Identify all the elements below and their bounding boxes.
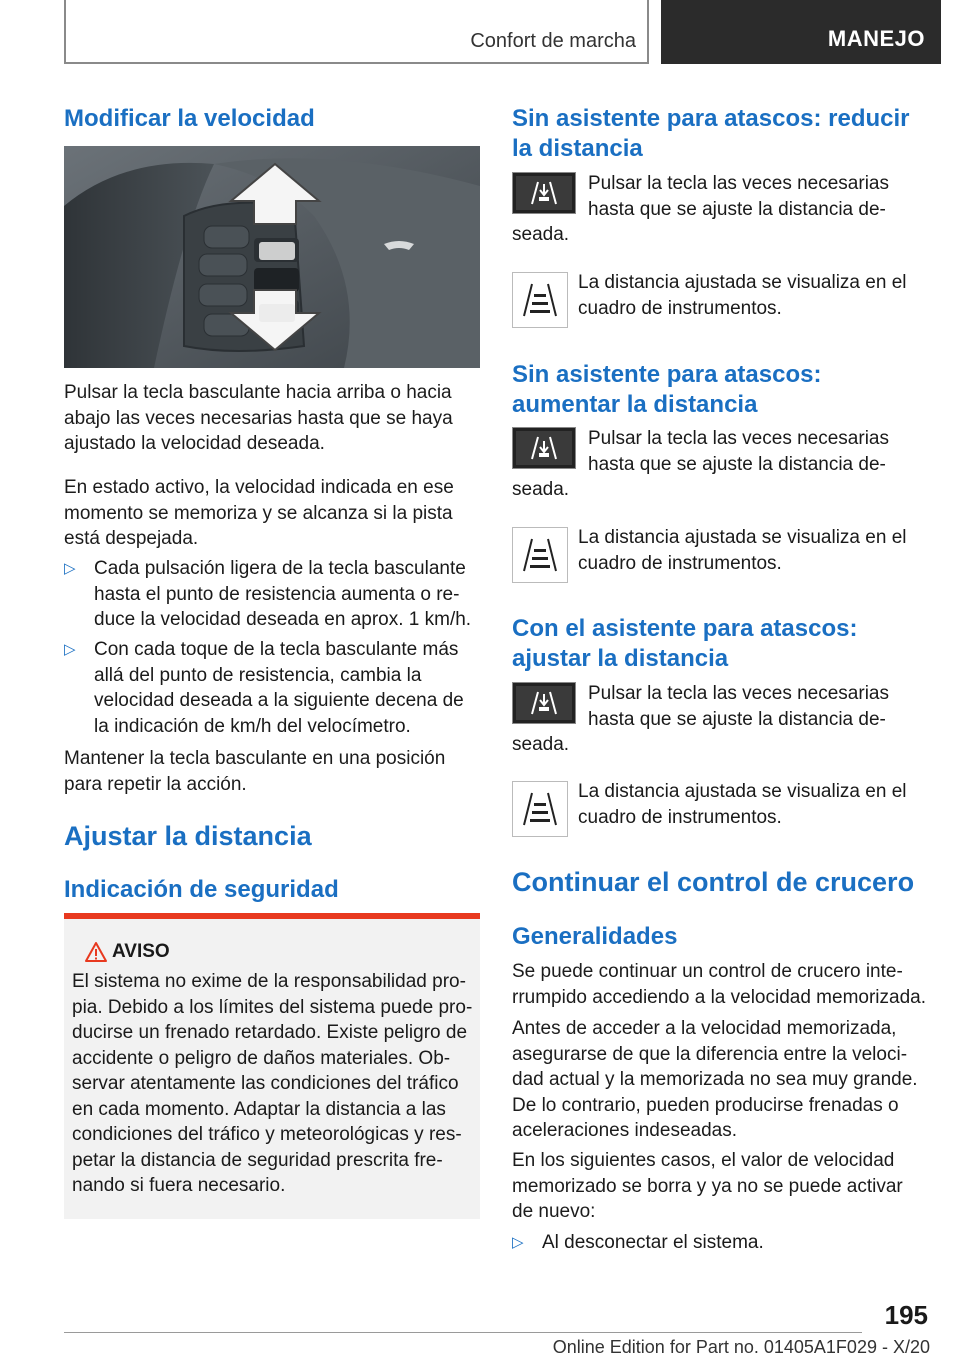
heading-general: Generalidades <box>512 923 678 950</box>
distance-display-icon <box>512 527 568 583</box>
heading-reduce-distance: Sin asistente para atascos: reducir la distancia <box>512 105 910 162</box>
heading-safety-note: Indicación de seguridad <box>64 876 339 903</box>
list-item <box>64 637 480 741</box>
footer-edition: Online Edition for Part no. 01405A1F029 - X/20 <box>552 1337 930 1357</box>
header-left-rule <box>64 0 66 64</box>
icon-spacer <box>512 171 588 222</box>
steering-wheel-photo <box>64 146 480 368</box>
warning-title: AVISO <box>112 941 170 962</box>
heading-modify-speed: Modificar la velocidad <box>64 105 315 132</box>
warning-triangle-icon <box>84 941 108 963</box>
increase-display-text: La distancia ajustada se visualiza en el cuadro de instrumentos. <box>578 527 907 574</box>
list-item <box>64 556 480 636</box>
assist-press-text: Pulsar la tecla las veces necesarias hasta que se ajuste la distancia deseada. <box>512 683 889 755</box>
steering-wheel-illustration <box>64 146 480 368</box>
icon-spacer <box>512 681 588 732</box>
heading-adjust-distance: Ajustar la distancia <box>64 821 312 851</box>
triangle-right-icon: ▷ <box>64 641 76 658</box>
paragraph-general-2: Antes de acceder a la velocidad memorizada, asegurarse de que la diferencia entre la velocidad actual y la memorizada no sea muy grande. De lo contrario, pueden producirse frenadas o aceleraciones indeseadas. <box>512 1018 918 1141</box>
icon-spacer <box>512 426 588 477</box>
distance-display-icon <box>512 781 568 837</box>
increase-press-text: Pulsar la tecla las veces necesarias hasta que se ajuste la distancia deseada. <box>512 428 889 500</box>
footer-rule <box>64 1332 862 1333</box>
heading-continue-cruise: Continuar el control de crucero <box>512 867 915 897</box>
reduce-display-text: La distancia ajustada se visualiza en el cuadro de instrumentos. <box>578 272 907 319</box>
paragraph-general-1: Se puede continuar un control de crucero interrumpido accediendo a la velocidad memorizada. <box>512 961 927 1008</box>
warning-text: El sistema no exime de la responsabilidad propia. Debido a los límites del sistema puede producirse un frenado retardado. Existe peligro de accidente o peligro de daños materiales. Observar atentamente las condiciones del tráfico en cada momento. Adaptar la distancia a las condiciones del tráfico y meteorológicas y respetar la distancia de seguridad prescrita frenando si fuera necesario. <box>72 971 473 1196</box>
paragraph-active-state: En estado activo, la velocidad indicada en ese momento se memoriza y se alcanza si la pista está despejada. <box>64 477 454 549</box>
triangle-right-icon: ▷ <box>512 1234 524 1251</box>
paragraph-general-3: En los siguientes casos, el valor de velocidad memorizado se borra y ya no se puede activar de nuevo: <box>512 1150 903 1222</box>
warning-box <box>64 919 480 1219</box>
page-number: 195 <box>884 1300 928 1330</box>
list-item <box>512 1230 928 1258</box>
heading-increase-distance: Sin asistente para atascos: aumentar la distancia <box>512 361 822 418</box>
header-bottom-rule <box>64 62 648 64</box>
list-item-text: Con cada toque de la tecla basculante más allá del punto de resistencia, cambia la velocidad deseada a la siguiente decena de la indicación de km/h del velocímetro. <box>94 639 464 737</box>
assist-display-text: La distancia ajustada se visualiza en el cuadro de instrumentos. <box>578 781 907 828</box>
reduce-press-text: Pulsar la tecla las veces necesarias hasta que se ajuste la distancia deseada. <box>512 173 889 245</box>
triangle-right-icon: ▷ <box>64 560 76 577</box>
list-item-text: Al desconectar el sistema. <box>542 1232 764 1253</box>
list-item-text: Cada pulsación ligera de la tecla basculante hasta el punto de resistencia aumenta o reduce la velocidad deseada en aprox. 1 km/h. <box>94 558 472 630</box>
paragraph-rocker-switch: Pulsar la tecla basculante hacia arriba o hacia abajo las veces necesarias hasta que se haya ajustado la velocidad deseada. <box>64 382 453 454</box>
header-separator <box>647 0 649 64</box>
chapter-tab-label: MANEJO <box>827 26 925 51</box>
heading-assist-distance: Con el asistente para atascos: ajustar la distancia <box>512 615 858 672</box>
section-title: Confort de marcha <box>470 30 636 52</box>
paragraph-hold-switch: Mantener la tecla basculante en una posición para repetir la acción. <box>64 748 446 795</box>
distance-display-icon <box>512 272 568 328</box>
chapter-tab <box>661 0 941 64</box>
